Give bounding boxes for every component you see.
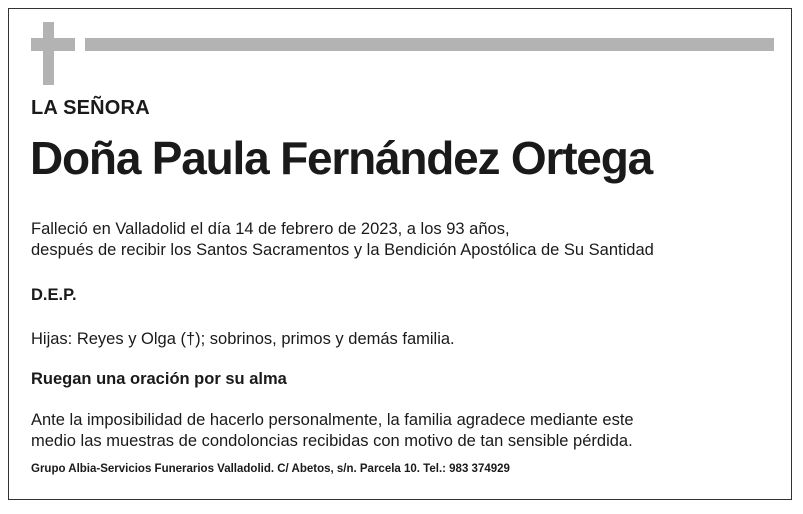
prayer-request: Ruegan una oración por su alma <box>31 370 287 388</box>
honorific-prefix: LA SEÑORA <box>31 97 150 119</box>
family-list: Hijas: Reyes y Olga (†); sobrinos, primos y demás familia. <box>31 330 455 348</box>
death-details: Falleció en Valladolid el día 14 de febrero de 2023, a los 93 años, <box>31 220 510 238</box>
thanks-line-2: medio las muestras de condoloncias recibidas con motivo de tan sensible pérdida. <box>31 432 633 450</box>
header-rule <box>85 38 774 51</box>
dep-label: D.E.P. <box>31 286 77 304</box>
funeral-home-footer: Grupo Albia-Servicios Funerarios Valladolid. C/ Abetos, s/n. Parcela 10. Tel.: 983 374929 <box>31 463 510 475</box>
cross-icon <box>43 22 54 85</box>
sacraments-details: después de recibir los Santos Sacramentos y la Bendición Apostólica de Su Santidad <box>31 241 654 259</box>
deceased-name: Doña Paula Fernández Ortega <box>30 132 652 184</box>
cross-bar <box>31 38 75 51</box>
thanks-line-1: Ante la imposibilidad de hacerlo personalmente, la familia agradece mediante este <box>31 411 634 429</box>
